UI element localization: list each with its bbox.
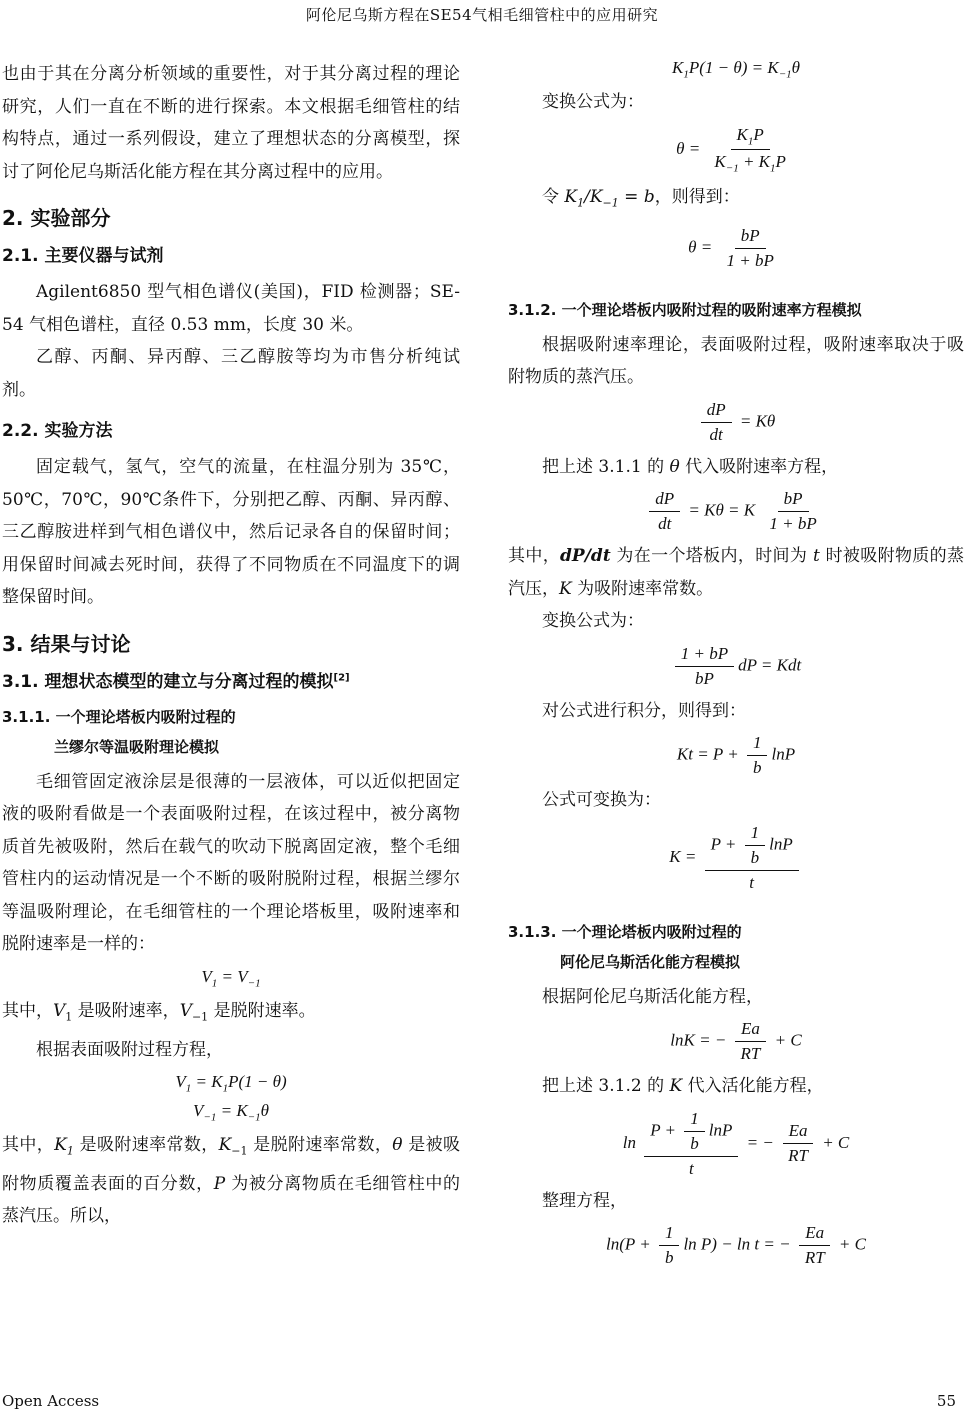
section-3-1-1-heading: 3.1.1. 一个理论塔板内吸附过程的 兰缪尔等温吸附理论模拟 <box>2 707 236 756</box>
section-2-2-heading: 2.2. 实验方法 <box>2 421 113 441</box>
where-paragraph-1: 其中，$V_1$ 是吸附速率，$V_{-1}$ 是脱附速率。 <box>2 1000 316 1024</box>
arrhenius-paragraph: 根据阿伦尼乌斯活化能方程， <box>542 986 763 1007</box>
transform-label-2: 变换公式为： <box>542 611 644 632</box>
transform-label-3: 公式可变换为： <box>542 790 661 811</box>
arrange-paragraph: 整理方程， <box>542 1190 627 1211</box>
langmuir-paragraph: 毛细管固定液涂层是很薄的一层液体，可以近似把固定液的吸附看做是一个表面吸附过程，在该过程中，被分离物质首先被吸附，然后在载气的吹动下脱离固定液，整个毛细管柱内的运动情况是一个不断的吸附脱附过程，根据兰缪尔等温吸附理论，在毛细管柱的一个理论塔板里，吸附速率和脱附速率是一样的： <box>2 771 460 954</box>
substitute-k-paragraph: 把上述 3.1.2 的 K 代入活化能方程， <box>542 1076 824 1097</box>
let-b-paragraph: 令 $K_1/K_{-1} = b$，则得到： <box>542 186 740 210</box>
section-3-1-heading: 3.1. 理想状态模型的建立与分离过程的模拟[2] <box>2 671 350 692</box>
instruments-paragraph: Agilent6850 型气相色谱仪(美国)，FID 检测器；SE-54 气相色谱柱，直径 0.53 mm，长度 30 米。 <box>2 282 460 335</box>
adsorption-rate-paragraph: 根据吸附速率理论，表面吸附过程，吸附速率取决于吸附物质的蒸汽压。 <box>508 334 964 388</box>
left-column <box>2 58 460 1233</box>
running-title: 阿伦尼乌斯方程在SE54气相毛细管柱中的应用研究 <box>305 6 659 24</box>
equation-final: ln(P + $\frac{1}{b}$ ln P) − ln t = − $\frac{Ea}{RT}$ + C <box>606 1223 866 1268</box>
equation-rate-substituted: $\frac{dP}{dt}$ = Kθ = K $\frac{bP}{1 + bP}$ <box>508 489 964 534</box>
equation-desorption-rate: $V_{-1} = K_{-1}\theta$ <box>193 1100 269 1124</box>
section-2-1-heading: 2.1. 主要仪器与试剂 <box>2 246 164 266</box>
where-paragraph-3: 其中，dP/dt 为在一个塔板内，时间为 t 时被吸附物质的蒸汽压，K 为吸附速率常数。 <box>508 546 964 599</box>
equation-integrated: Kt = P + $\frac{1}{b}$ lnP <box>676 733 796 778</box>
footer-journal: Open Access <box>2 1392 100 1410</box>
integrate-paragraph: 对公式进行积分，则得到： <box>542 700 746 721</box>
equation-k-expression: K = P + $\frac{1}{b}$ lnP t <box>508 823 964 893</box>
equation-arrhenius: lnK = − $\frac{Ea}{RT}$ + C <box>670 1019 802 1064</box>
right-column <box>508 58 964 1274</box>
where-paragraph-2: 其中，$K_1$ 是吸附速率常数，$K_{-1}$ 是脱附速率常数，θ 是被吸附物质覆盖表面的百分数，P 为被分离物质在毛细管柱中的蒸汽压。所以， <box>2 1135 461 1227</box>
transform-label-1: 变换公式为： <box>542 92 644 113</box>
equation-arrhenius-substituted: ln P + $\frac{1}{b}$ lnP t = − $\frac{Ea}{RT}$ + C <box>622 1108 850 1178</box>
section-3-heading: 3. 结果与讨论 <box>2 631 131 656</box>
equation-balance: $K_1P(1 - \theta) = K_{-1}\theta$ <box>672 58 800 81</box>
equation-theta-fraction: θ = $\frac{K_1P}{K_{-1} + K_1P}$ <box>676 124 786 175</box>
intro-paragraph: 也由于其在分离分析领域的重要性，对于其分离过程的理论研究，人们一直在不断的进行探索。本文根据毛细管柱的结构特点，通过一系列假设，建立了理想状态的分离模型，探讨了阿伦尼乌斯活化能方程在其分离过程中的应用。 <box>2 64 460 182</box>
substitute-theta-paragraph: 把上述 3.1.1 的 θ 代入吸附速率方程， <box>542 456 839 477</box>
equation-theta-bp: θ = $\frac{bP}{1 + bP}$ <box>688 225 774 270</box>
footer-page-number: 55 <box>936 1392 956 1410</box>
section-2-heading: 2. 实验部分 <box>2 206 111 230</box>
method-paragraph: 固定载气，氢气，空气的流量，在柱温分别为 35℃，50℃，70℃，90℃条件下，分别把乙醇、丙酮、异丙醇、三乙醇胺进样到气相色谱仪中，然后记录各自的保留时间；用保留时间减去死时间，获得了不同物质在不同温度下的调整保留时间。 <box>2 457 460 607</box>
equation-dpdt-ktheta: $\frac{dP}{dt}$ = Kθ <box>508 400 964 445</box>
surface-adsorption-paragraph: 根据表面吸附过程方程， <box>36 1039 223 1060</box>
citation-ref: [2] <box>333 671 350 683</box>
equation-separated: $\frac{1 + bP}{bP}$ dP = Kdt <box>508 644 964 689</box>
equation-v1-equals-v-1: $V_1 = V_{-1}$ <box>201 966 261 989</box>
section-3-1-2-heading: 3.1.2. 一个理论塔板内吸附过程的吸附速率方程模拟 <box>508 300 862 319</box>
equation-adsorption-rate: $V_1 = K_1P(1 - \theta)$ <box>175 1072 287 1095</box>
reagents-paragraph: 乙醇、丙酮、异丙醇、三乙醇胺等均为市售分析纯试剂。 <box>2 347 460 400</box>
section-3-1-3-heading: 3.1.3. 一个理论塔板内吸附过程的 阿伦尼乌斯活化能方程模拟 <box>508 922 742 971</box>
